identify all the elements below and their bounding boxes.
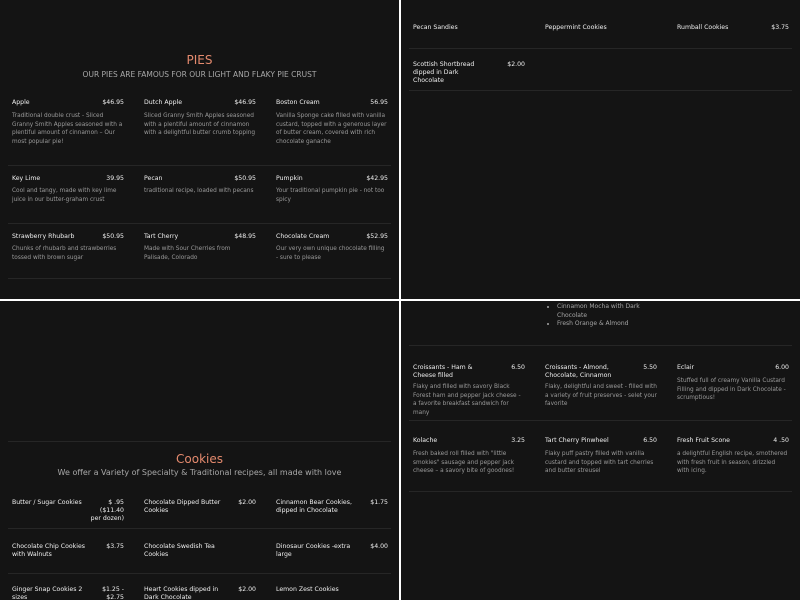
item-description: Cool and tangy, made with key lime juice in our butter-graham crust [12, 188, 117, 203]
cookies-subtitle: We offer a Variety of Specialty & Traditional recipes, all made with love [57, 468, 342, 477]
item-description: Flaky puff pastry filled with vanilla custard and topped with tart cherries and butter streusel [545, 451, 654, 474]
item-name: Strawberry Rhubarb [12, 233, 75, 240]
item-price: $ .95 ($11.40 per dozen) [90, 499, 124, 522]
row-divider [409, 491, 792, 492]
row-divider [8, 573, 391, 574]
item-price: $46.95 [234, 99, 256, 106]
item-price: 56.95 [370, 99, 388, 106]
item-name: Tart Cherry Pinwheel [545, 437, 609, 444]
item-price: $2.00 [238, 586, 256, 593]
item-name: Kolache [413, 437, 438, 444]
item-name: Ginger Snap Cookies 2 sizes [12, 586, 83, 600]
item-price: $52.95 [366, 233, 388, 240]
item-name: Croissants - Almond, Chocolate, Cinnamon [545, 364, 612, 379]
item-description: Traditional double crust - Sliced Granny Smith Apples seasoned with a plentiful amount of cinnamon – Our most popular pie! [12, 113, 123, 145]
item-price: 6.50 [643, 437, 657, 444]
item-price: $4.00 [370, 543, 388, 550]
item-name: Pecan [144, 175, 163, 182]
item-price: $42.95 [366, 175, 388, 182]
item-name: Pecan Sandies [413, 24, 458, 31]
item-description: Flaky and filled with savory Black Forest ham and pepper jack cheese - a favorite breakfast sandwich for many [413, 384, 521, 416]
item-price: 5.50 [643, 364, 657, 371]
item-name: Butter / Sugar Cookies [12, 499, 82, 506]
item-name: Cinnamon Bear Cookies, dipped in Chocolate [276, 499, 352, 514]
item-name: Dinosaur Cookies -extra large [276, 543, 351, 558]
item-description: a delightful English recipe, smothered with fresh fruit in season, drizzled with icing. [677, 451, 788, 474]
item-description: Your traditional pumpkin pie - not too spicy [276, 188, 385, 203]
row-divider [8, 223, 391, 224]
item-price: $48.95 [234, 233, 256, 240]
item-price: $46.95 [102, 99, 124, 106]
item-name: Apple [12, 99, 30, 106]
item-name: Lemon Zest Cookies [276, 586, 339, 593]
row-divider [8, 528, 391, 529]
item-description: Chunks of rhubarb and strawberries tossed with brown sugar [12, 246, 117, 261]
item-description: Fresh baked roll filled with "little smokies" sausage and pepper jack cheese – a savory bite of goodnes! [413, 451, 515, 474]
item-name: Key Lime [12, 175, 41, 182]
item-description: Stuffed full of creamy Vanilla Custard Filling and dipped in Dark Chocolate - scrumptious! [677, 378, 786, 401]
row-divider [8, 278, 391, 279]
item-name: Scottish Shortbread dipped in Dark Chocolate [413, 61, 475, 84]
item-name: Tart Cherry [144, 233, 179, 240]
item-name: Dutch Apple [144, 99, 183, 106]
row-divider [409, 420, 792, 421]
flavor-list [547, 303, 669, 329]
item-name: Chocolate Chip Cookies with Walnuts [12, 543, 86, 558]
item-description: Vanilla Sponge cake filled with vanilla custard, topped with a generous layer of butter cream, covered with rich chocolate ganache [276, 113, 387, 145]
row-divider [409, 90, 792, 91]
cookies-continued-section [401, 0, 800, 299]
item-price: $3.75 [106, 543, 124, 550]
item-name: Chocolate Swedish Tea Cookies [144, 543, 215, 558]
item-price: 39.95 [106, 175, 124, 182]
item-price: $1.75 [370, 499, 388, 506]
item-name: Chocolate Dipped Butter Cookies [144, 499, 221, 514]
section-divider [8, 441, 391, 442]
row-divider [409, 345, 792, 346]
flavor-list-item: • Fresh Orange & Almond [557, 320, 669, 329]
item-name: Peppermint Cookies [545, 24, 607, 31]
item-name: Croissants - Ham & Cheese filled [413, 364, 473, 379]
item-name: Pumpkin [276, 175, 303, 182]
item-name: Boston Cream [276, 99, 320, 106]
item-description: Flaky, delightful and sweet - filled with a variety of fruit preserves - selet your favorite [545, 384, 657, 407]
item-name: Fresh Fruit Scone [677, 437, 730, 444]
pastries-section [401, 301, 800, 600]
row-divider [409, 48, 792, 49]
item-price: $50.95 [102, 233, 124, 240]
cookies-title: Cookies [176, 452, 223, 466]
item-description: Sliced Granny Smith Apples seasoned with a plentiful amount of cinnamon with a delightful butter crumb topping [144, 113, 256, 136]
pies-section [0, 0, 399, 299]
item-name: Rumball Cookies [677, 24, 729, 31]
item-price: 3.25 [511, 437, 525, 444]
item-price: $3.75 [771, 24, 789, 31]
item-price: $2.00 [238, 499, 256, 506]
item-name: Heart Cookies dipped in Dark Chocolate [144, 586, 219, 600]
pies-subtitle: OUR PIES ARE FAMOUS FOR OUR LIGHT AND FLAKY PIE CRUST [82, 70, 317, 79]
item-price: 4 .50 [773, 437, 789, 444]
item-price: 6.00 [775, 364, 789, 371]
item-price: 6.50 [511, 364, 525, 371]
pies-title: PIES [186, 53, 213, 67]
row-divider [8, 165, 391, 166]
item-price: $2.00 [507, 61, 525, 68]
item-name: Chocolate Cream [276, 233, 330, 240]
item-price: $50.95 [234, 175, 256, 182]
item-name: Eclair [677, 364, 695, 371]
cookies-section [0, 301, 399, 600]
item-description: Made with Sour Cherries from Palisade, Colorado [144, 246, 231, 261]
flavor-list-item: • Cinnamon Mocha with Dark Chocolate [557, 303, 669, 320]
item-description: traditional recipe, loaded with pecans [144, 188, 254, 194]
item-description: Our very own unique chocolate filling - sure to please [276, 246, 385, 261]
item-price: $1.25 - $2.75 [102, 586, 124, 600]
